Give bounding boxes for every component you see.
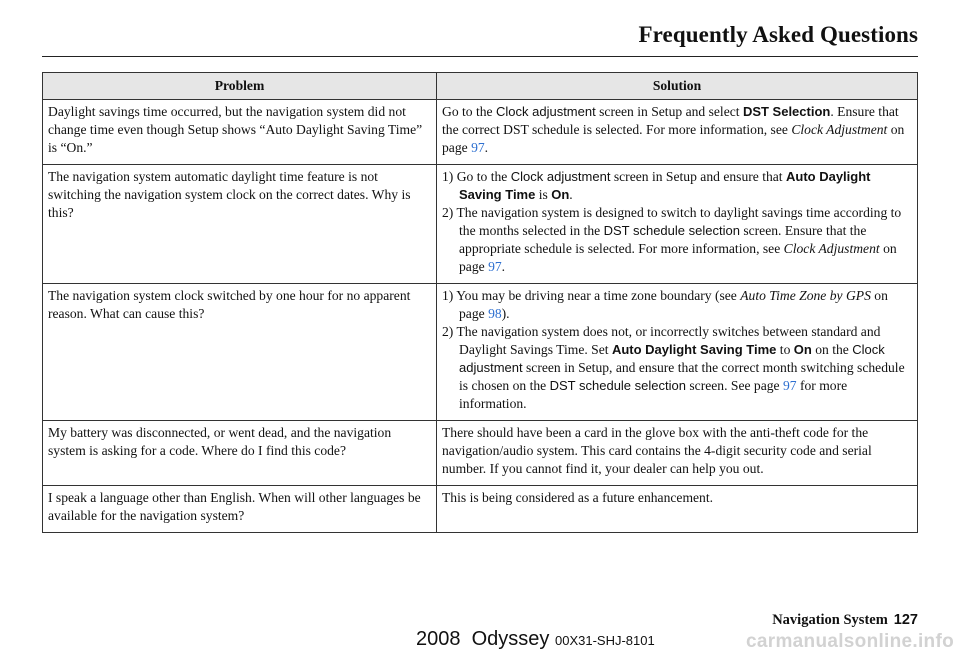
solution-text: on page	[442, 122, 905, 155]
solution-list-item	[442, 287, 912, 323]
page-title: Frequently Asked Questions	[638, 22, 918, 47]
menu-term: DST schedule selection	[549, 378, 686, 393]
table-row	[43, 421, 918, 486]
solution-text: on the	[811, 342, 853, 357]
solution-text: .	[501, 259, 506, 274]
faq-table	[42, 72, 918, 533]
item-number: 1)	[442, 169, 457, 184]
solution-text: .	[830, 104, 834, 119]
solution-text: to	[776, 342, 794, 357]
footer-section	[772, 612, 918, 629]
problem-cell: I speak a language other than English. When will other languages be available for the navigation system?	[43, 486, 437, 533]
menu-term: DST schedule selection	[603, 223, 740, 238]
solution-text: screen. See page	[685, 378, 783, 393]
item-number: 1)	[442, 288, 457, 303]
column-header-problem: Problem	[43, 73, 437, 100]
solution-cell: There should have been a card in the glove box with the anti-theft code for the navigation/audio system. This card contains the 4-digit security code and serial number. If you cannot find it, your dealer can help you out.	[437, 421, 918, 486]
table-header-row	[43, 73, 918, 100]
cross-reference: Clock Adjustment	[791, 122, 888, 137]
page-number: 127	[893, 612, 918, 628]
table-row	[43, 165, 918, 284]
page-link[interactable]: 97	[782, 378, 797, 393]
menu-term: On	[793, 342, 812, 357]
problem-cell: The navigation system automatic daylight time feature is not switching the navigation system clock on the correct dates. Why is this?	[43, 165, 437, 284]
menu-term: Clock adjustment	[459, 342, 885, 375]
page-link[interactable]: 97	[488, 259, 502, 274]
solution-text: ).	[501, 306, 510, 321]
solution-text: The navigation system does not, or incorrectly switches between standard and Daylight Savings Time. Set	[456, 324, 881, 357]
solution-cell: This is being considered as a future enhancement.	[437, 486, 918, 533]
menu-term: Clock adjustment	[496, 104, 596, 119]
footer-model	[416, 628, 655, 651]
solution-text: for more information.	[459, 378, 848, 411]
menu-term: Clock adjustment	[510, 169, 611, 184]
menu-term: DST Selection	[742, 104, 831, 119]
solution-text: is	[535, 187, 552, 202]
solution-text: screen in Setup, and ensure that the correct month switching schedule is chosen on the	[459, 360, 905, 393]
menu-term: Auto Daylight Saving Time	[611, 342, 777, 357]
solution-text: Ensure that the correct DST schedule is selected. For more information, see	[442, 104, 899, 137]
problem-cell: The navigation system clock switched by one hour for no apparent reason. What can cause this?	[43, 284, 437, 421]
solution-list-item	[442, 168, 912, 204]
model-name: 2008 Odyssey	[416, 628, 550, 650]
solution-text: .	[569, 187, 573, 202]
menu-term: Auto Daylight Saving Time	[459, 169, 871, 202]
solution-text: Go to the	[456, 169, 511, 184]
problem-cell: My battery was disconnected, or went dead, and the navigation system is asking for a code. Where do I find this code?	[43, 421, 437, 486]
cross-reference: Clock Adjustment	[783, 241, 880, 256]
table-row	[43, 100, 918, 165]
solution-text: screen in Setup and select	[595, 104, 743, 119]
solution-cell	[437, 284, 918, 421]
solution-list-item	[442, 204, 912, 276]
column-header-solution: Solution	[437, 73, 918, 100]
table-row	[43, 486, 918, 533]
title-divider	[42, 56, 918, 57]
solution-text: screen. Ensure that the appropriate schedule is selected. For more information, see	[459, 223, 867, 256]
menu-term: On	[551, 187, 570, 202]
solution-text: on page	[459, 241, 897, 274]
item-number: 2)	[442, 324, 457, 339]
section-name: Navigation System	[772, 612, 888, 628]
table-row	[43, 284, 918, 421]
cross-reference: Auto Time Zone by GPS	[740, 288, 871, 303]
solution-cell	[437, 100, 918, 165]
watermark: carmanualsonline.info	[746, 631, 954, 652]
model-code: 00X31-SHJ-8101	[554, 633, 655, 648]
item-number: 2)	[442, 205, 457, 220]
solution-text: on page	[459, 288, 888, 321]
solution-text: You may be driving near a time zone boundary (see	[456, 288, 741, 303]
solution-cell	[437, 165, 918, 284]
page-link[interactable]: 97	[471, 140, 485, 155]
solution-text: Go to the	[442, 104, 496, 119]
problem-cell: Daylight savings time occurred, but the navigation system did not change time even though Setup shows “Auto Daylight Saving Time” is “On.”	[43, 100, 437, 165]
solution-text: .	[484, 140, 489, 155]
solution-text: The navigation system is designed to switch to daylight savings time according to the months selected in the	[456, 205, 902, 238]
solution-list-item	[442, 323, 912, 413]
solution-text: screen in Setup and ensure that	[610, 169, 786, 184]
page-link[interactable]: 98	[488, 306, 502, 321]
